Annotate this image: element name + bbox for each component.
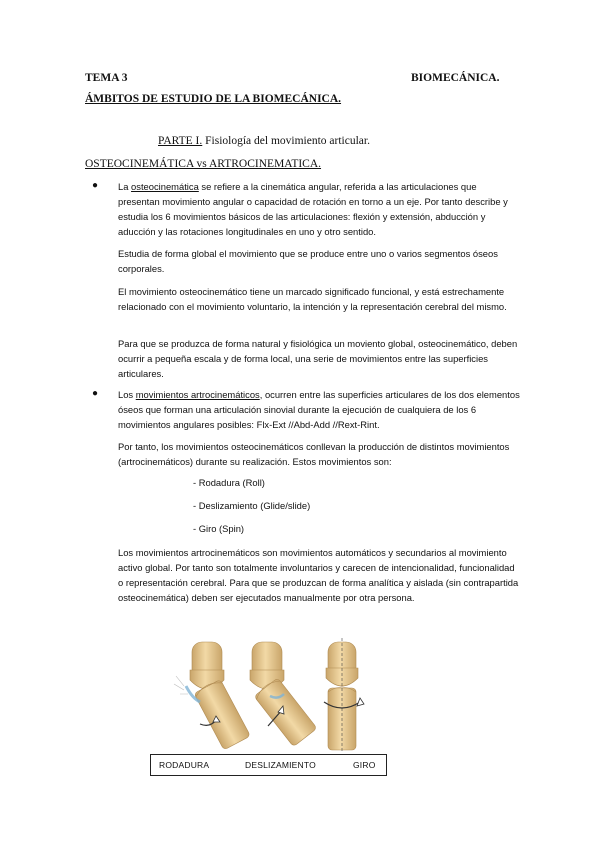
term-artrocinematicos: movimientos artrocinemáticos: [135, 389, 260, 400]
document-title: ÁMBITOS DE ESTUDIO DE LA BIOMECÁNICA.: [85, 93, 342, 105]
paragraph-significado: El movimiento osteocinemático tiene un marcado significado funcional, y está estrechamente relacionado con el movimiento voluntario, la intención y la representación cerebral del mismo.: [118, 286, 507, 312]
bullet-artrocinematicos: [118, 387, 520, 432]
part-label: PARTE I.: [158, 135, 203, 147]
deslizamiento-illustration: [250, 642, 317, 747]
figure-caption-box: [150, 754, 387, 776]
giro-illustration: [324, 638, 364, 752]
paragraph-por-tanto: Por tanto, los movimientos osteocinemáticos conllevan la producción de distintos movimientos (artrocinemáticos) durante su realización. Estos movimientos son:: [118, 441, 510, 467]
bullet1-text: se refiere a la cinemática angular, referida a las articulaciones que presentan movimiento angular o capacidad de rotación en torno a un eje. Por tanto describe y estudia los 6 movimientos básicos de las articulaciones: flexión y extensión, abducción y aducción y las rotaciones longitudinales en uno y otro sentido.: [118, 181, 508, 237]
bullet-marker: ●: [92, 388, 99, 399]
caption-deslizamiento: DESLIZAMIENTO: [245, 760, 316, 770]
bullet2-text: , ocurren entre las superficies articulares de los dos elementos óseos que forman una articulación sinovial durante la ejecución de cualquiera de los 6 movimientos angulares posibles: Flx-Ext //Abd-Add //Rext-Rint.: [118, 389, 520, 430]
bullet2-pre: Los: [118, 389, 136, 400]
movement-item: - Rodadura (Roll): [193, 477, 265, 488]
paragraph-estudia: Estudia de forma global el movimiento que se produce entre uno o varios segmentos óseos corporales.: [118, 248, 498, 274]
part-title: Fisiología del movimiento articular.: [202, 135, 370, 147]
bullet1-pre: La: [118, 181, 132, 192]
bullet-marker: ●: [92, 180, 99, 191]
caption-rodadura: RODADURA: [159, 760, 210, 770]
movement-item: - Giro (Spin): [193, 523, 245, 534]
arthrokinematics-figure: [170, 636, 390, 752]
paragraph-fisiologica: Para que se produzca de forma natural y fisiológica un moviento global, osteocinemático, deben ocurrir a pequeña escala y de forma local, una serie de movimientos entre las superficies articulares.: [118, 338, 518, 379]
subject-title: BIOMECÁNICA.: [411, 72, 500, 84]
caption-giro: GIRO: [353, 760, 376, 770]
term-osteocinematica: osteocinemática: [131, 181, 199, 192]
topic-number: TEMA 3: [85, 72, 128, 84]
part-heading: [158, 135, 370, 147]
movement-item: - Deslizamiento (Glide/slide): [193, 500, 311, 511]
section-title: OSTEOCINEMÁTICA vs ARTROCINEMATICA.: [85, 158, 322, 170]
rodadura-illustration: [174, 642, 250, 750]
bullet-osteocinematica: [118, 179, 520, 239]
paragraph-automaticos: Los movimientos artrocinemáticos son movimientos automáticos y secundarios al movimiento activo global. Por tanto son totalmente involuntarios y carecen de intencionalidad, funcionalidad o representación cerebral. Para que se produzcan de forma analítica y aislada (sin contrapartida osteocinemática) deben ser ejecutados manualmente por otra persona.: [118, 547, 519, 603]
